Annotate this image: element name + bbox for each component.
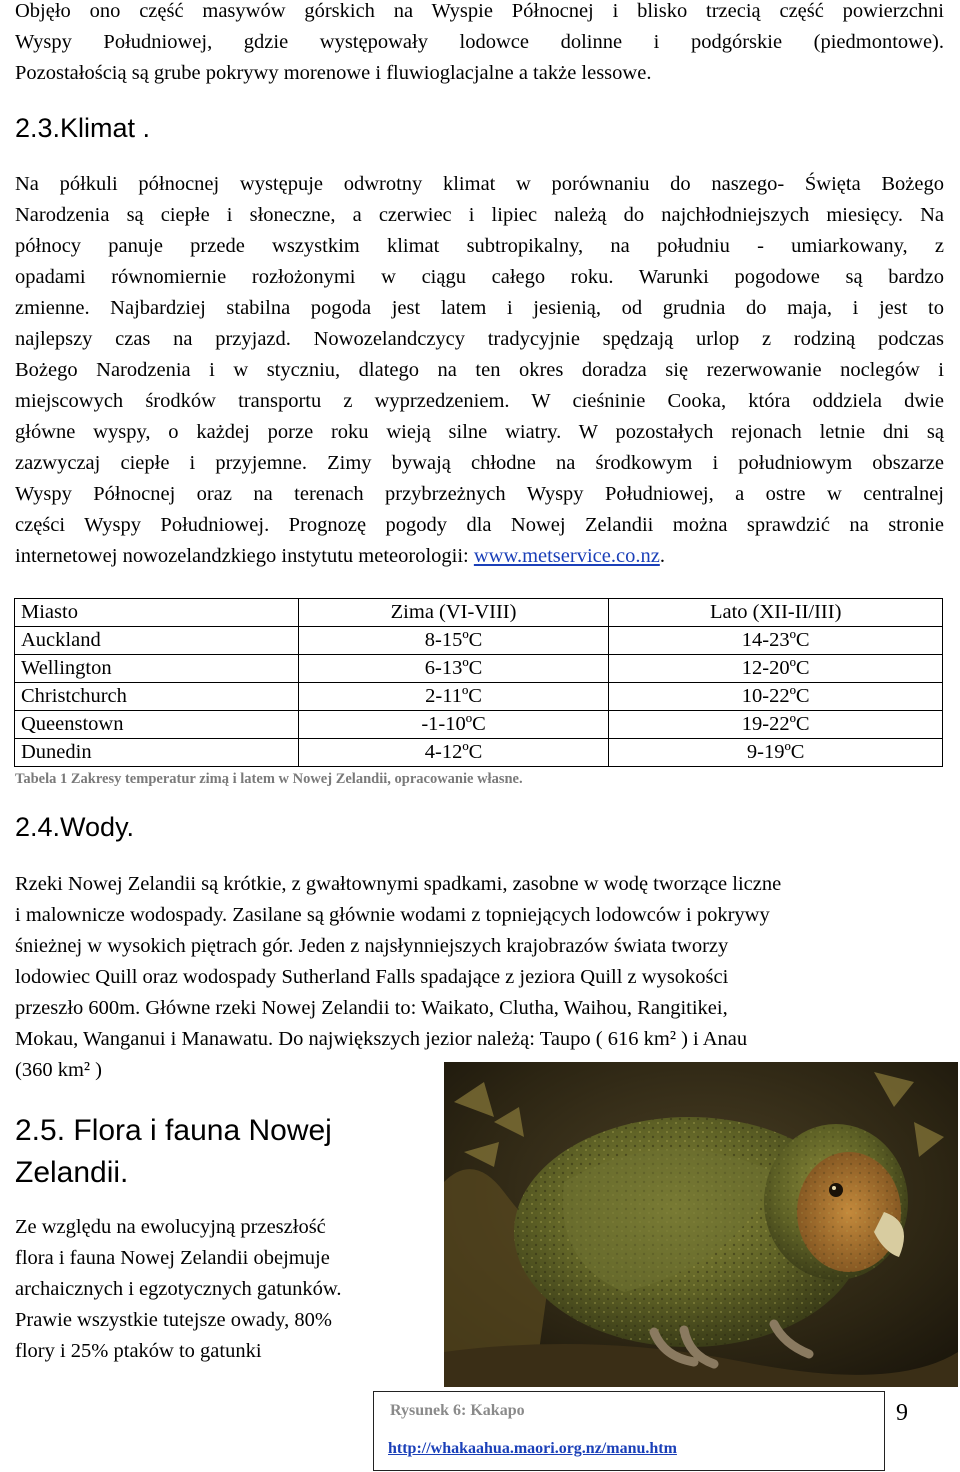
heading-line: 2.5. Flora i fauna Nowej [15, 1114, 332, 1147]
table-row [15, 683, 943, 711]
text-line: Wyspy Północnej oraz na terenach przybrzeżnych Wyspy Południowej, a ostre w centralnej [15, 483, 944, 505]
text-line: Narodzenia są ciepłe i słoneczne, a czerwiec i lipiec należą do najchłodniejszych miesięcy. Na [15, 204, 944, 226]
table-row [15, 627, 943, 655]
winter-cell: 2-11ºC [298, 683, 609, 711]
text-line: północy panuje przede wszystkim klimat subtropikalny, na południu - umiarkowany, z [15, 235, 944, 257]
intro-paragraph [15, 0, 944, 89]
waters-paragraph [15, 869, 895, 1086]
text-line: Pozostałością są grube pokrywy morenowe i fluwioglacjalne a także lessowe. [15, 62, 652, 84]
text-line: Mokau, Wanganui i Manawatu. Do największych jezior należą: Taupo ( 616 km² ) i Anau [15, 1028, 748, 1050]
text-line: Na półkuli północnej występuje odwrotny klimat w porównaniu do naszego- Święta Bożego [15, 173, 944, 195]
kakapo-photo [444, 1062, 958, 1387]
text-fragment: . [659, 545, 665, 567]
text-line [15, 541, 944, 572]
header-winter: Zima (VI-VIII) [298, 599, 609, 627]
city-cell: Auckland [15, 627, 299, 655]
table-row [15, 655, 943, 683]
text-line: flory i 25% ptaków to gatunki [15, 1340, 262, 1362]
winter-cell: 4-12ºC [298, 739, 609, 767]
summer-cell: 10-22ºC [609, 683, 943, 711]
winter-cell: 8-15ºC [298, 627, 609, 655]
page-number: 9 [896, 1400, 908, 1426]
city-cell: Dunedin [15, 739, 299, 767]
text-line: archaicznych i egzotycznych gatunków. [15, 1278, 342, 1300]
text-line: Bożego Narodzenia i w styczniu, dlatego na ten okres doradza się rezerwowanie noclegów i [15, 359, 944, 381]
text-fragment: internetowej nowozelandzkiego instytutu meteorologii: [15, 545, 474, 567]
winter-cell: -1-10ºC [298, 711, 609, 739]
kakapo-illustration [444, 1062, 958, 1387]
text-line: flora i fauna Nowej Zelandii obejmuje [15, 1247, 330, 1269]
text-line: Wyspy Południowej, gdzie występowały lodowce dolinne i podgórskie (piedmontowe). [15, 31, 944, 53]
metservice-link[interactable]: www.metservice.co.nz [473, 545, 660, 567]
text-line: śnieżnej w wysokich piętrach gór. Jeden z najsłynniejszych krajobrazów świata tworzy [15, 935, 729, 957]
winter-cell: 6-13ºC [298, 655, 609, 683]
summer-cell: 14-23ºC [609, 627, 943, 655]
city-cell: Wellington [15, 655, 299, 683]
text-line: Rzeki Nowej Zelandii są krótkie, z gwałtownymi spadkami, zasobne w wodę tworzące liczne [15, 873, 782, 895]
section-heading-flora [15, 1110, 332, 1194]
figure-caption-box [373, 1391, 885, 1471]
climate-paragraph [15, 169, 944, 572]
figure-caption: Rysunek 6: Kakapo [390, 1402, 525, 1419]
text-line: przeszło 600m. Główne rzeki Nowej Zelandii to: Waikato, Clutha, Waihou, Rangitikei, [15, 997, 728, 1019]
text-line: lodowiec Quill oraz wodospady Sutherland Falls spadające z jeziora Quill z wysokości [15, 966, 729, 988]
table-row [15, 711, 943, 739]
figure-source-link[interactable]: http://whakaahua.maori.org.nz/manu.htm [388, 1440, 677, 1457]
text-line: i malownicze wodospady. Zasilane są głównie wodami z topniejących lodowców i pokrywy [15, 904, 770, 926]
summer-cell: 19-22ºC [609, 711, 943, 739]
text-line: zazwyczaj ciepłe i przyjemne. Zimy bywają chłodne na środkowym i południowym obszarze [15, 452, 944, 474]
table-row [15, 739, 943, 767]
text-line: opadami równomiernie rozłożonymi w ciągu całego roku. Warunki pogodowe są bardzo [15, 266, 944, 288]
text-line: Prawie wszystkie tutejsze owady, 80% [15, 1309, 332, 1331]
text-line: miejscowych środków transportu z wyprzedzeniem. W cieśninie Cooka, która oddziela dwie [15, 390, 944, 412]
flora-paragraph [15, 1212, 435, 1367]
text-line: Ze względu na ewolucyjną przeszłość [15, 1216, 326, 1238]
header-city: Miasto [15, 599, 299, 627]
section-heading-climate: 2.3.Klimat . [15, 113, 151, 143]
city-cell: Queenstown [15, 711, 299, 739]
section-heading-waters: 2.4.Wody. [15, 812, 135, 842]
text-line: części Wyspy Południowej. Prognozę pogody dla Nowej Zelandii można sprawdzić na stronie [15, 514, 944, 536]
text-line: zmienne. Najbardziej stabilna pogoda jest latem i jesienią, od grudnia do maja, i jest to [15, 297, 944, 319]
text-line: (360 km² ) [15, 1059, 102, 1081]
text-line: najlepszy czas na przyjazd. Nowozelandczycy tradycyjnie spędzają urlop z rodziną podczas [15, 328, 944, 350]
summer-cell: 9-19ºC [609, 739, 943, 767]
text-line: główne wyspy, o każdej porze roku wieją silne wiatry. W pozostałych rejonach letnie dni są [15, 421, 944, 443]
table-caption: Tabela 1 Zakresy temperatur zimą i latem w Nowej Zelandii, opracowanie własne. [15, 771, 523, 787]
text-line: Objęło ono część masywów górskich na Wyspie Północnej i blisko trzecią część powierzchni [15, 0, 944, 22]
table-header-row [15, 599, 943, 627]
city-cell: Christchurch [15, 683, 299, 711]
summer-cell: 12-20ºC [609, 655, 943, 683]
temperature-table [14, 598, 943, 767]
header-summer: Lato (XII-II/III) [609, 599, 943, 627]
heading-line: Zelandii. [15, 1156, 129, 1189]
